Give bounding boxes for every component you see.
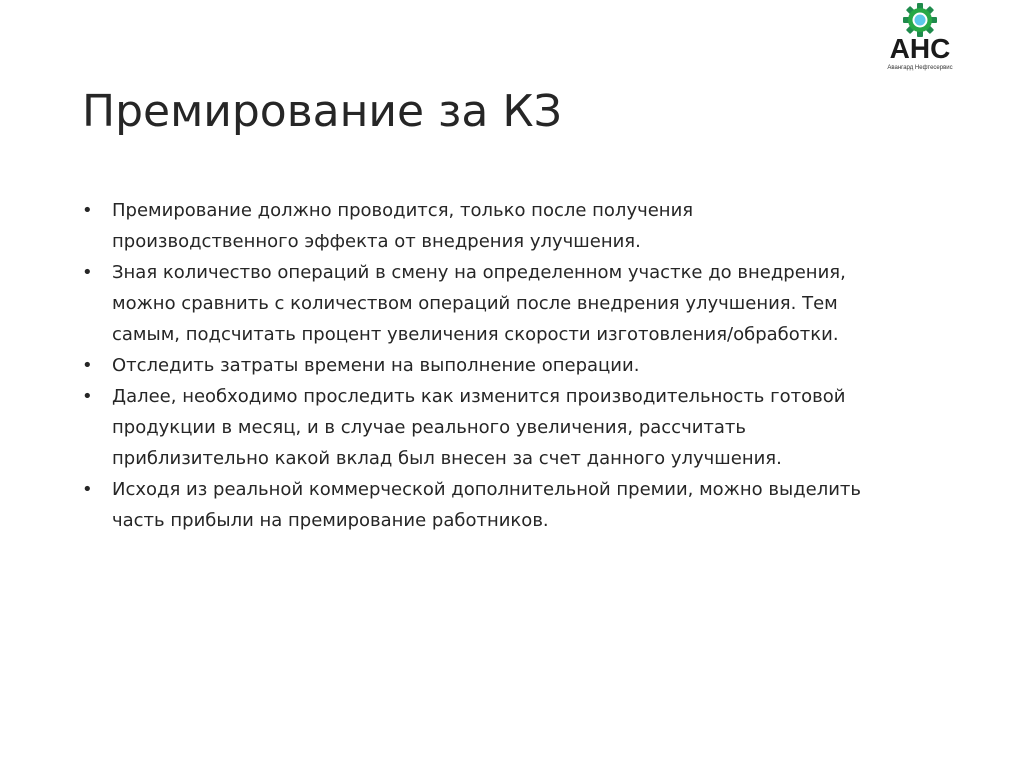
logo-name: АНС (889, 33, 951, 64)
bullet-list (82, 195, 882, 536)
bullet-item (82, 350, 882, 381)
bullet-mark: • (82, 479, 93, 500)
bullet-mark: • (82, 200, 93, 221)
bullet-item (82, 474, 882, 536)
logo-subtitle: Авангард Нефтесервис (887, 65, 953, 71)
bullet-text: Далее, необходимо проследить как изменится производительность готовой продукции в месяц, и в случае реального увеличения, рассчитать приблизительно какой вклад был внесен за счет данного улучшения. (112, 386, 846, 469)
bullet-mark: • (82, 386, 93, 407)
bullet-item (82, 381, 882, 474)
bullet-text: Отследить затраты времени на выполнение операции. (112, 355, 640, 376)
bullet-text: Зная количество операций в смену на определенном участке до внедрения, можно сравнить с количеством операций после внедрения улучшения. Тем самым, подсчитать процент увеличения скорости изготовления/обработки. (112, 262, 846, 345)
slide-title: Премирование за КЗ (82, 86, 562, 137)
bullet-item (82, 257, 882, 350)
bullet-item (82, 195, 882, 257)
company-logo (880, 0, 960, 80)
bullet-text: Премирование должно проводится, только после получения производственного эффекта от внедрения улучшения. (112, 200, 694, 252)
bullet-text: Исходя из реальной коммерческой дополнительной премии, можно выделить часть прибыли на премирование работников. (112, 479, 862, 531)
bullet-mark: • (82, 355, 93, 376)
bullet-mark: • (82, 262, 93, 283)
